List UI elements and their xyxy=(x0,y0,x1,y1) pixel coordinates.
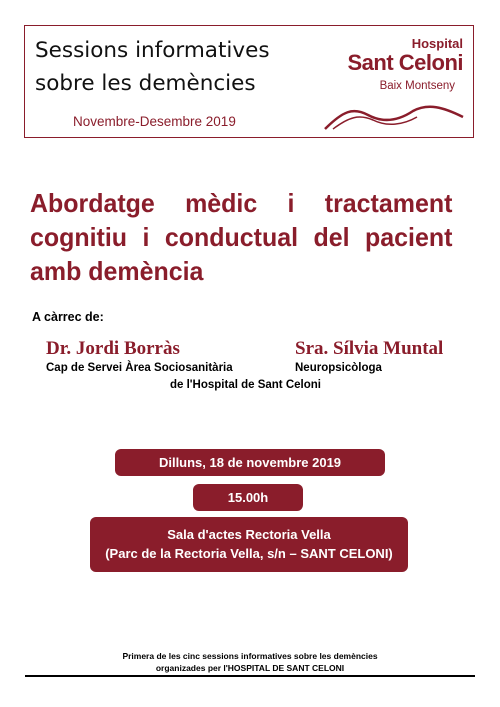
logo-sub-text: Baix Montseny xyxy=(379,80,455,92)
logo-hospital-text: Hospital xyxy=(411,36,463,51)
venue-address: (Parc de la Rectoria Vella, s/n – SANT CELONI) xyxy=(105,546,393,561)
speaker-1-name: Dr. Jordi Borràs xyxy=(46,338,180,359)
footer-divider xyxy=(25,675,475,677)
speakers-hospital: de l'Hospital de Sant Celoni xyxy=(170,379,321,391)
hospital-logo xyxy=(313,26,473,131)
session-dates: Novembre-Desembre 2019 xyxy=(73,114,236,129)
speakers-heading: A càrrec de: xyxy=(32,310,104,324)
session-title-line2: sobre les demències xyxy=(35,71,256,96)
speaker-2 xyxy=(295,338,443,374)
event-time-badge: 15.00h xyxy=(193,484,303,511)
header-box xyxy=(24,25,474,138)
footer-note xyxy=(40,650,460,674)
session-title-line1: Sessions informatives xyxy=(35,38,270,63)
session-title xyxy=(35,34,270,100)
speaker-1-role: Cap de Servei Àrea Sociosanitària xyxy=(46,362,233,374)
event-date-badge: Dilluns, 18 de novembre 2019 xyxy=(115,449,385,476)
footer-line1: Primera de les cinc sessions informatives sobre les demències xyxy=(122,651,378,661)
speaker-2-role: Neuropsicòloga xyxy=(295,362,382,374)
footer-line2: organizades per l'HOSPITAL DE SANT CELONI xyxy=(155,663,345,673)
speaker-1 xyxy=(46,338,233,374)
logo-name-text: Sant Celoni xyxy=(347,50,463,75)
event-venue-badge xyxy=(90,517,408,572)
mountain-logo-icon xyxy=(313,81,473,131)
talk-title: Abordatge mèdic i tractament cognitiu i conductual del pacient amb demència xyxy=(30,188,453,286)
venue-name: Sala d'actes Rectoria Vella xyxy=(167,527,331,542)
speaker-2-name: Sra. Sílvia Muntal xyxy=(295,338,444,359)
